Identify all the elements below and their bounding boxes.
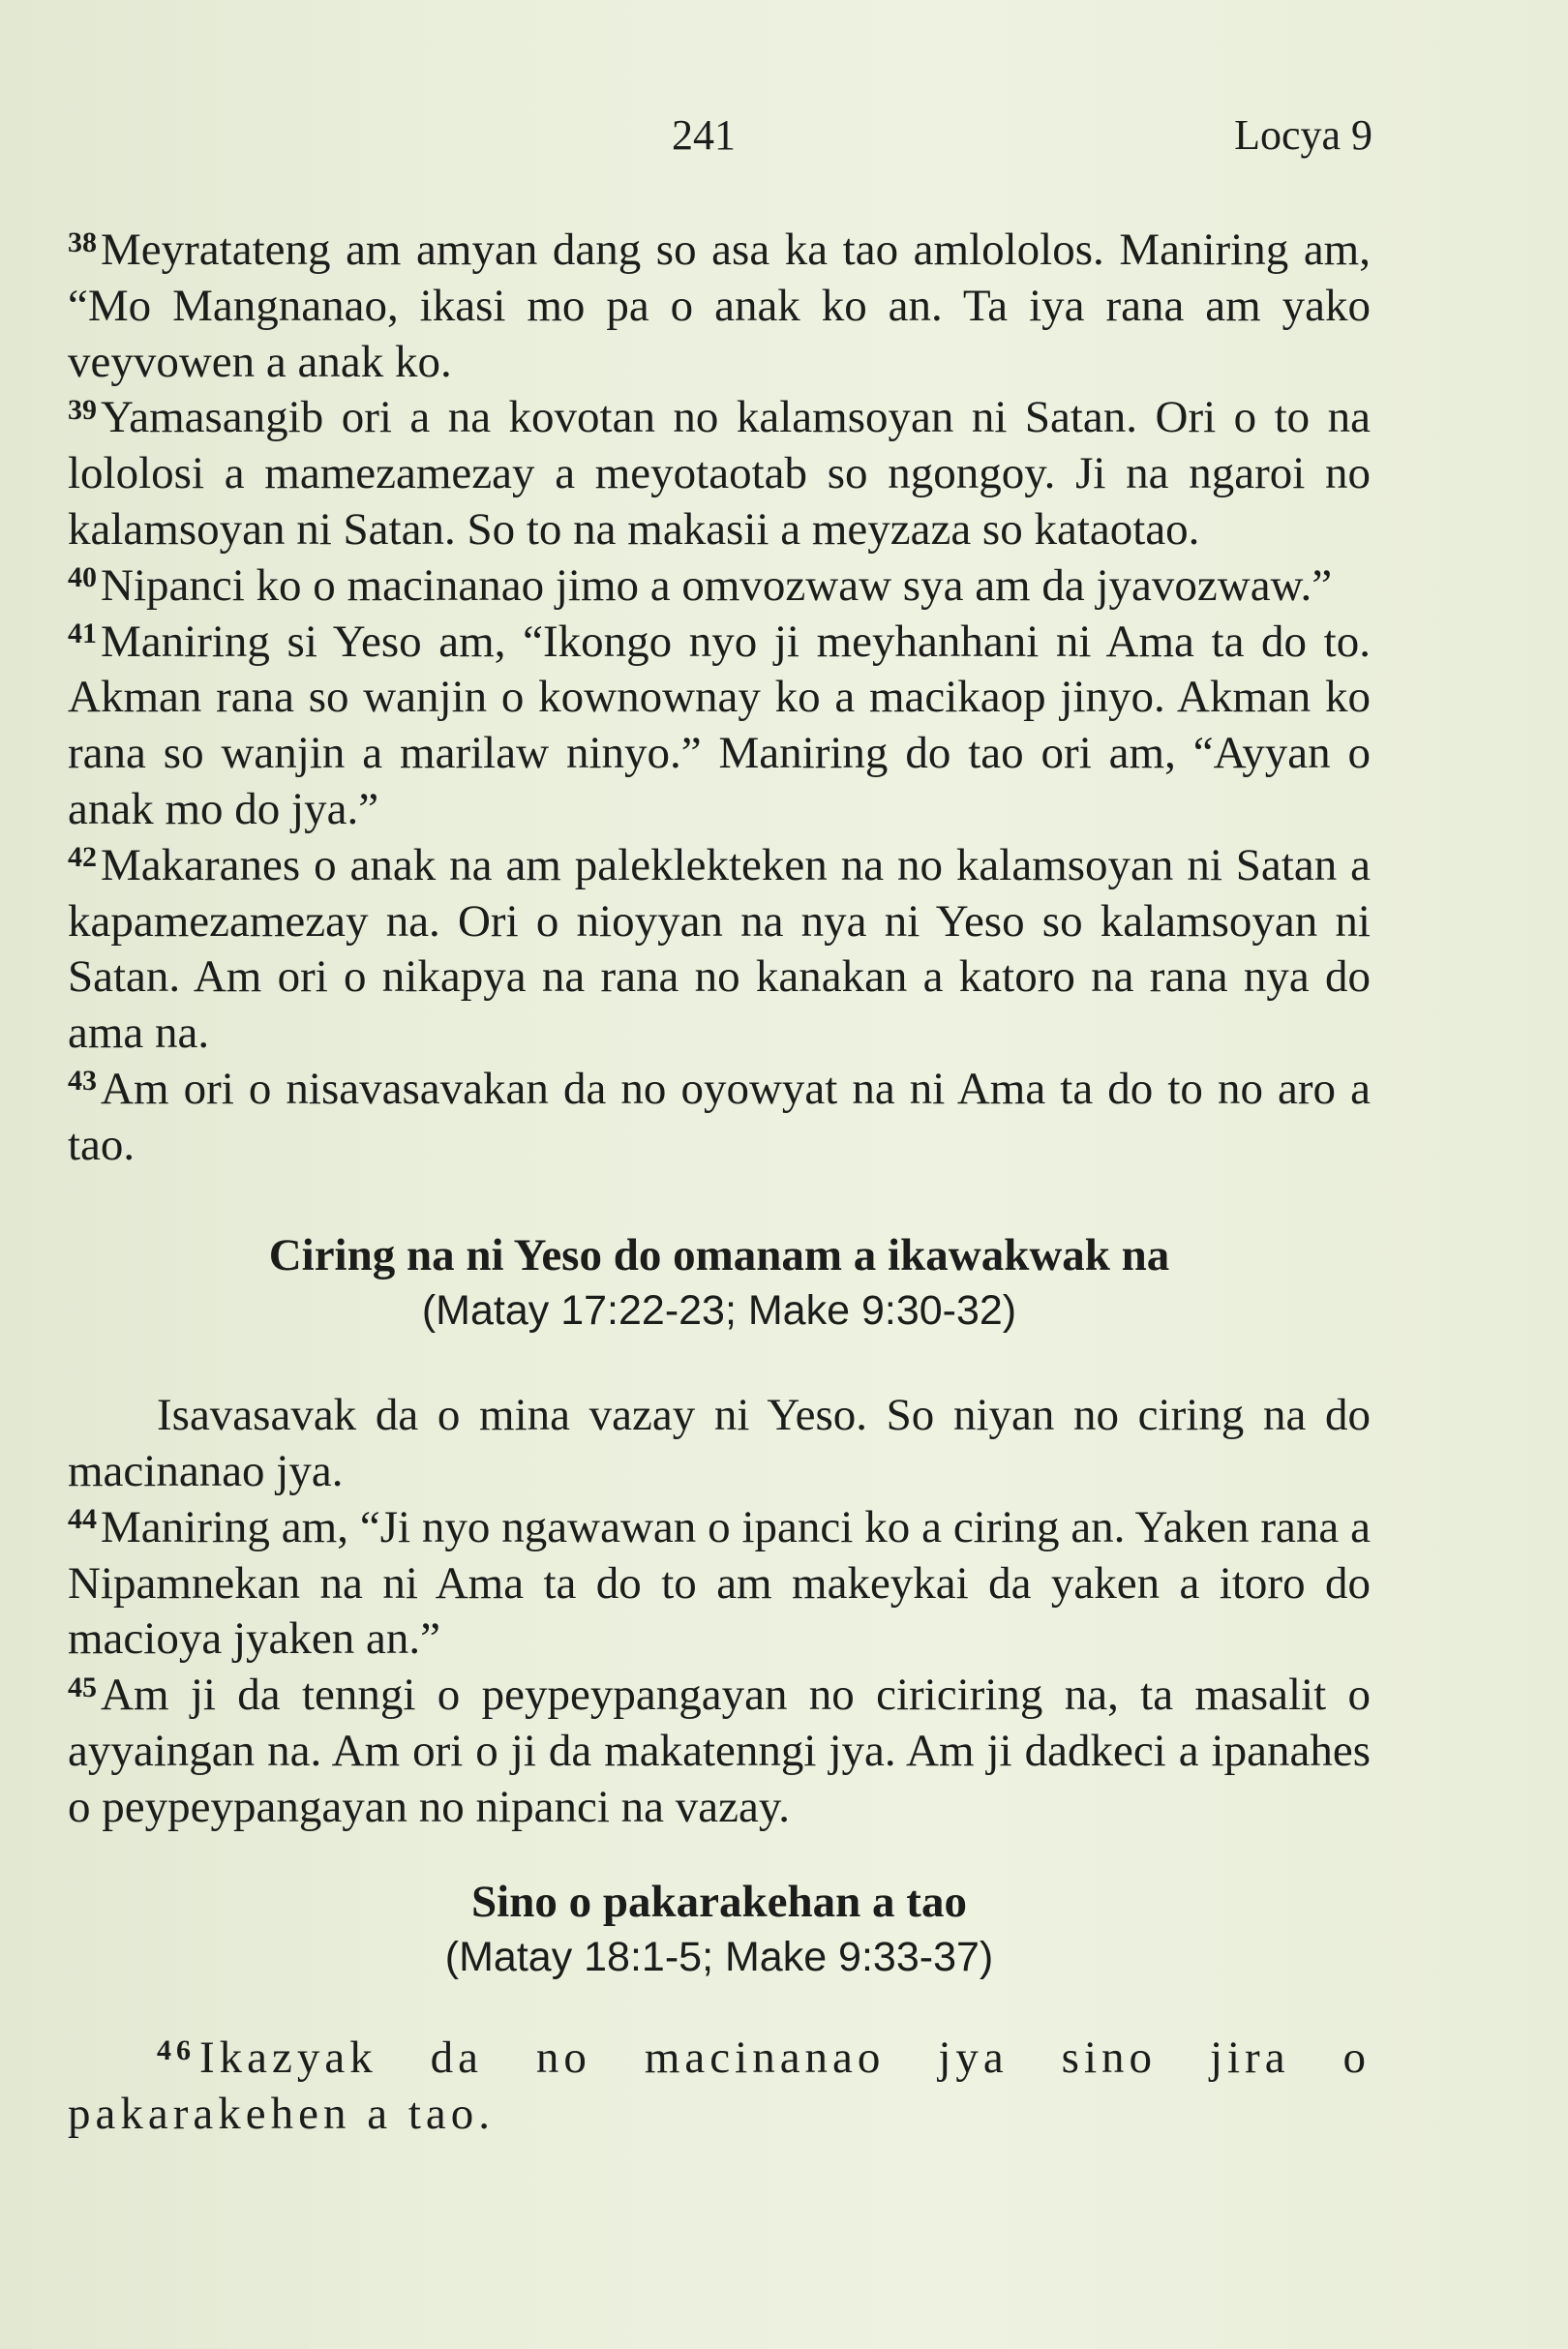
intro-paragraph: Isavasavak da o mina vazay ni Yeso. So niyan no ciring na do macinanao jya. xyxy=(68,1390,1371,1496)
verse-text: Nipanci ko o macinanao jimo a omvozwaw sya am da jyavozwaw.” xyxy=(101,559,1333,611)
verse-41 xyxy=(68,615,1371,838)
page-number: 241 xyxy=(672,111,736,159)
verse-45 xyxy=(68,1668,1371,1835)
verse-number: 41 xyxy=(68,617,97,650)
verse-number: 44 xyxy=(68,1503,97,1536)
verse-text: Maniring si Yeso am, “Ikongo nyo ji meyhanhani ni Ama ta do to. Akman rana so wanjin o kownownay ko a macikaop jinyo. Akman ko rana so wanjin a marilaw ninyo.” Maniring do tao ori am, “Ayyan o anak mo do jya.” xyxy=(68,616,1371,834)
verse-text: Yamasangib ori a na kovotan no kalamsoyan ni Satan. Ori o to na lololosi a mamezamezay a meyotaotab so ngongoy. Ji na ngaroi no kalamsoyan ni Satan. So to na makasii a meyzaza so kataotao. xyxy=(68,392,1371,555)
verse-number: 40 xyxy=(68,561,97,594)
verse-46 xyxy=(68,2031,1371,2143)
verse-43 xyxy=(68,1062,1371,1174)
verse-38 xyxy=(68,223,1371,390)
verse-text: Makaranes o anak na am paleklekteken na no kalamsoyan ni Satan a kapamezamezay na. Ori o nioyyan na nya ni Yeso so kalamsoyan ni Satan. Am ori o nikapya na rana no kanakan a katoro na rana nya do ama na. xyxy=(68,839,1371,1059)
section-heading: Sino o pakarakehan a tao xyxy=(471,1876,967,1927)
verse-39 xyxy=(68,390,1371,557)
verse-42 xyxy=(68,838,1371,1062)
verse-number: 43 xyxy=(68,1065,97,1098)
verse-text: Am ori o nisavasavakan da no oyowyat na ni Ama ta do to no aro a tao. xyxy=(68,1063,1371,1170)
section-reference: (Matay 18:1-5; Make 9:33-37) xyxy=(444,1934,994,1981)
verse-text: Ikazyak da no macinanao jya sino jira o pakarakehen a tao. xyxy=(68,2033,1371,2139)
verse-44 xyxy=(68,1500,1371,1668)
body-text xyxy=(68,223,1371,2143)
verse-40 xyxy=(68,558,1371,615)
verse-number: 45 xyxy=(68,1671,97,1703)
section-heading: Ciring na ni Yeso do omanam a ikawakwak na xyxy=(268,1229,1170,1280)
page-header xyxy=(0,97,1568,174)
running-head: Locya 9 xyxy=(1234,111,1372,159)
verse-number: 39 xyxy=(68,393,97,426)
verse-number: 46 xyxy=(157,2033,196,2066)
verse-text: Maniring am, “Ji nyo ngawawan o ipanci ko a ciring an. Yaken rana a Nipamnekan na ni Ama ta do to am makeykai da yaken a itoro do macioya jyaken an.” xyxy=(68,1501,1371,1665)
verse-number: 38 xyxy=(68,226,97,258)
verse-text: Meyratateng am amyan dang so asa ka tao amlololos. Maniring am, “Mo Mangnanao, ikasi mo pa o anak ko an. Ta iya rana am yako veyvowen a anak ko. xyxy=(68,225,1371,387)
verse-text: Am ji da tenngi o peypeypangayan no ciriciring na, ta masalit o ayyaingan na. Am ori o ji da makatenngi jya. Am ji dadkeci a ipanahes o peypeypangayan no nipanci na vazay. xyxy=(68,1670,1371,1832)
verse-number: 42 xyxy=(68,841,97,874)
section-reference: (Matay 17:22-23; Make 9:30-32) xyxy=(421,1287,1017,1335)
